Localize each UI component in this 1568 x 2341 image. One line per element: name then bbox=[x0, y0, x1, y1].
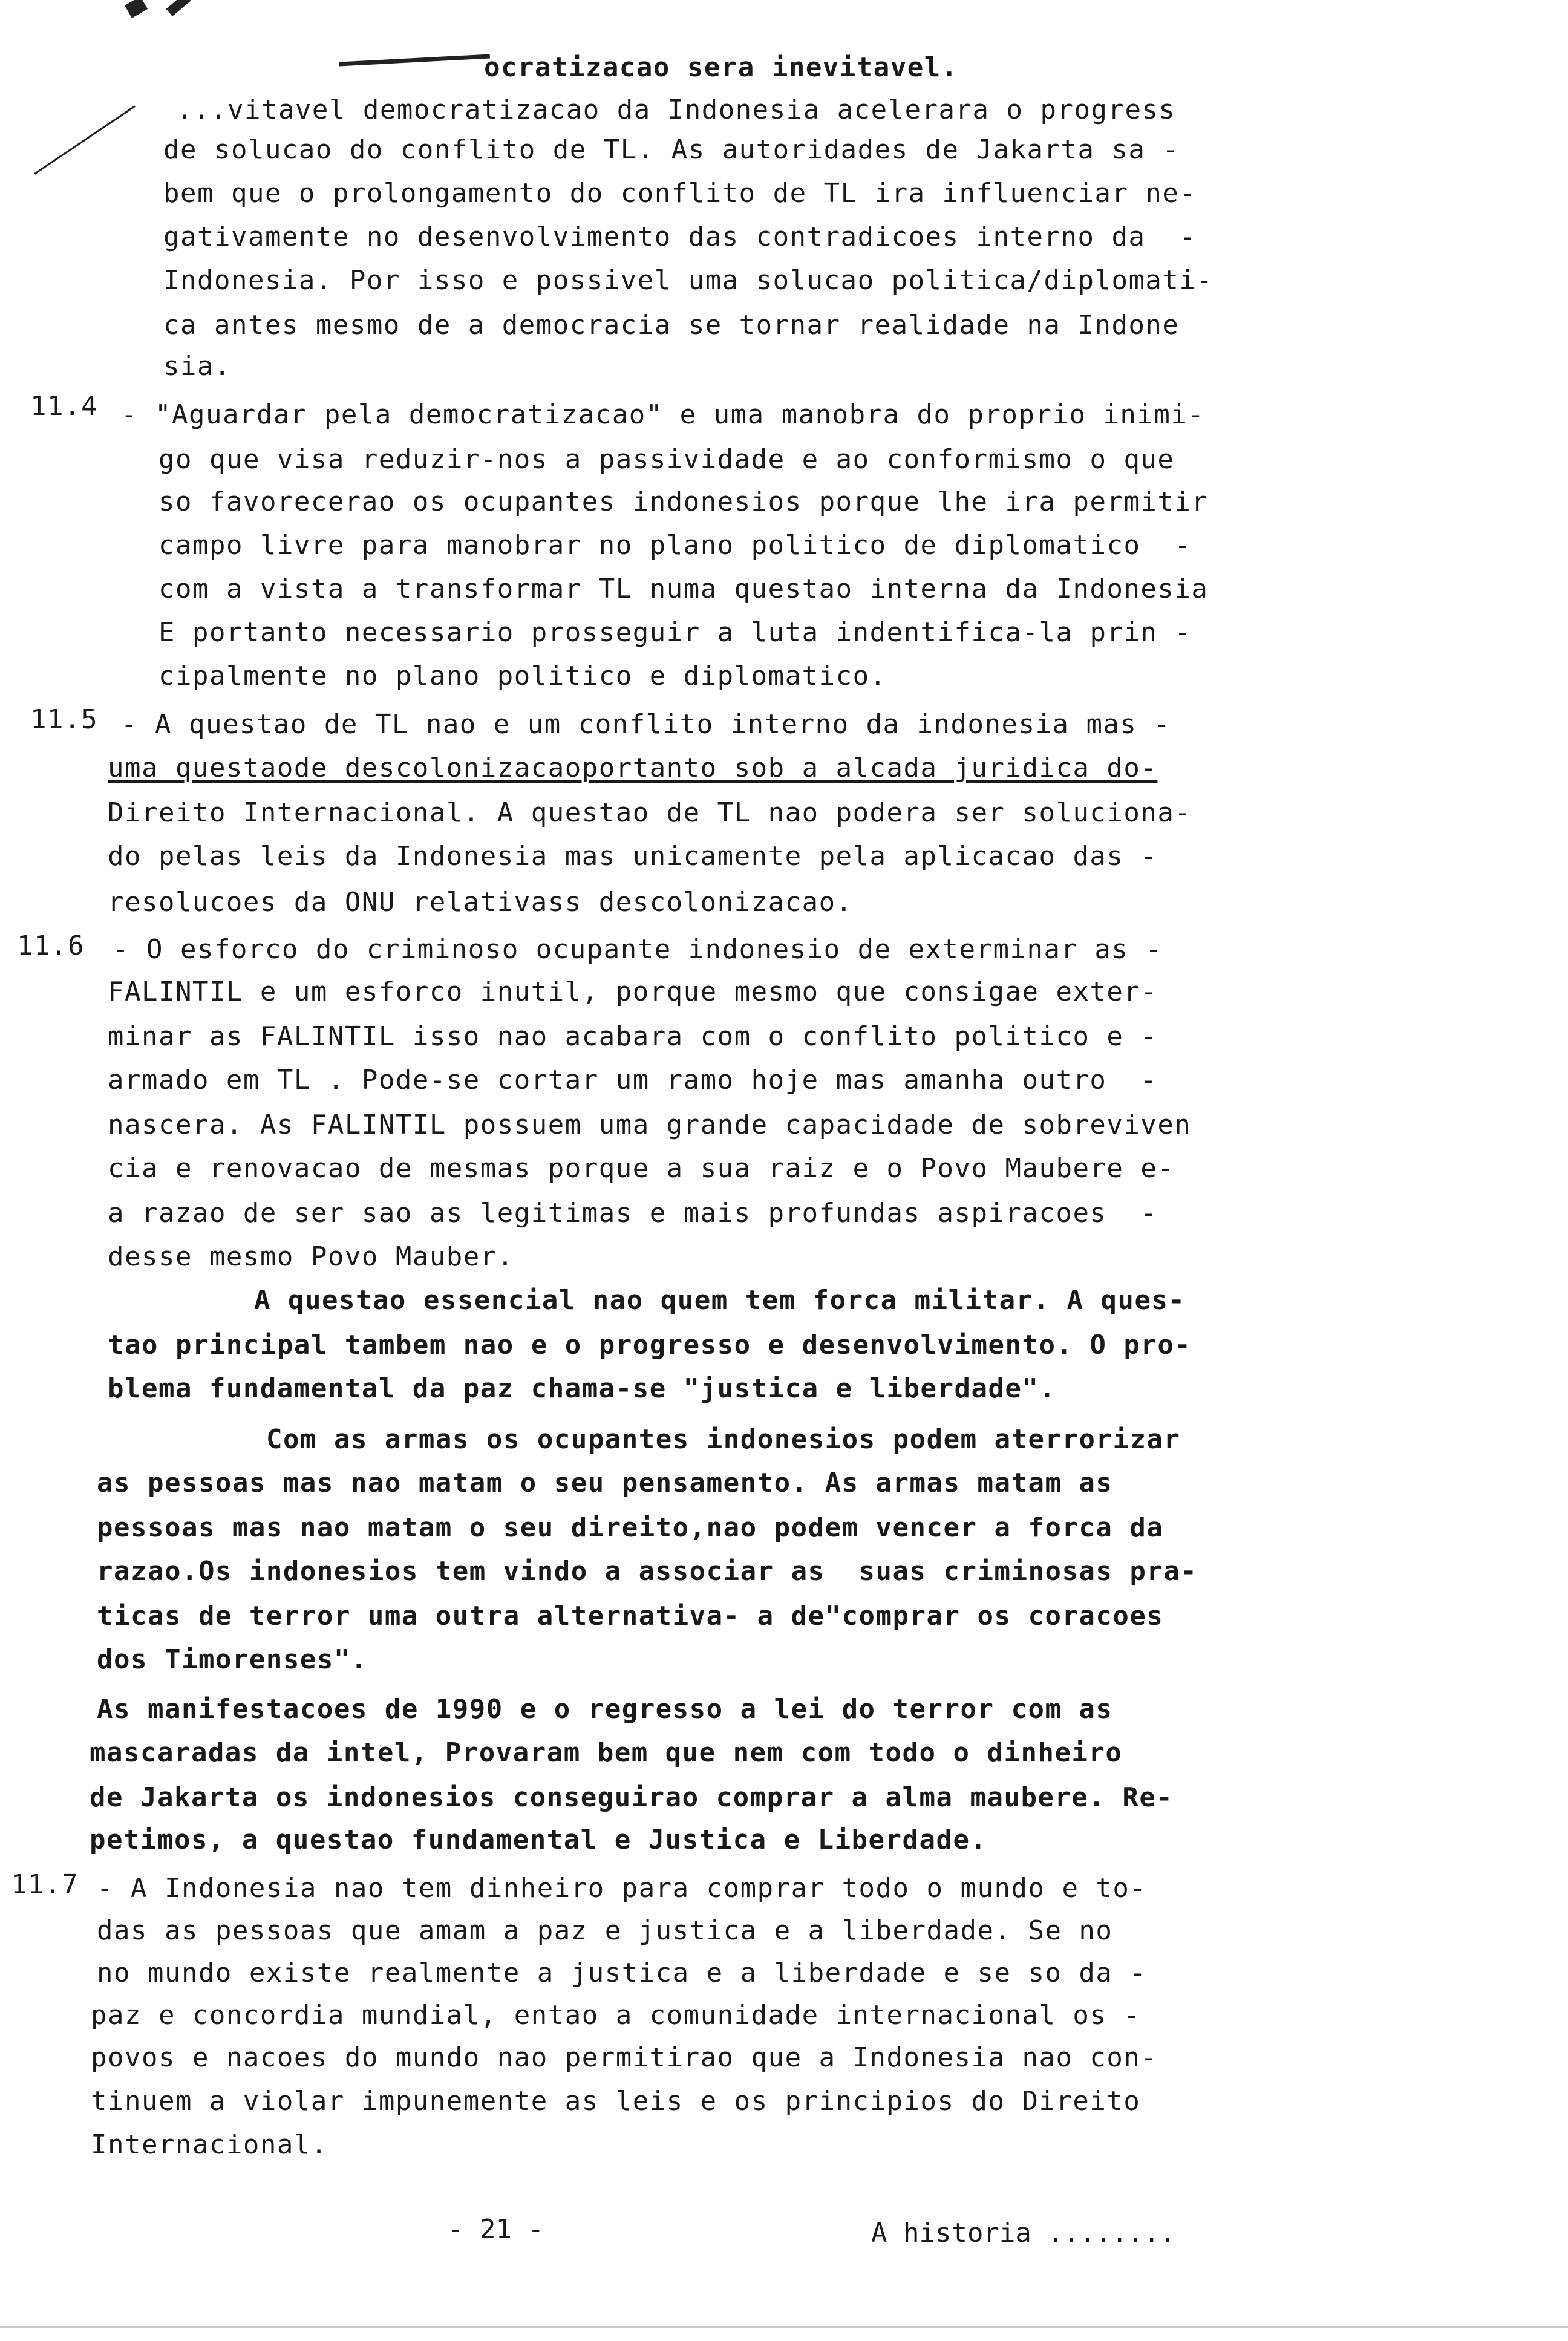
text-line: E portanto necessario prosseguir a luta indentifica-la prin - bbox=[158, 617, 1192, 648]
text-line: Indonesia. Por isso e possivel uma solucao politica/diplomati- bbox=[163, 265, 1214, 296]
text-line: cia e renovacao de mesmas porque a sua raiz e o Povo Maubere e- bbox=[108, 1153, 1175, 1184]
text-line: blema fundamental da paz chama-se "justica e liberdade". bbox=[108, 1373, 1056, 1404]
text-line: Com as armas os ocupantes indonesios podem aterrorizar bbox=[266, 1424, 1181, 1455]
text-line: ocratizacao sera inevitavel. bbox=[484, 52, 958, 83]
text-line: bem que o prolongamento do conflito de TL ira influenciar ne- bbox=[163, 178, 1197, 209]
text-line: go que visa reduzir-nos a passividade e ao conformismo o que bbox=[158, 444, 1175, 475]
continuation-note: A historia ........ bbox=[871, 2218, 1176, 2248]
text-line: - A Indonesia nao tem dinheiro para comprar todo o mundo e to- bbox=[97, 1873, 1147, 1904]
paragraph-number: 11.6 bbox=[17, 930, 85, 961]
text-line: das as pessoas que amam a paz e justica e a liberdade. Se no bbox=[97, 1915, 1113, 1946]
text-line: minar as FALINTIL isso nao acabara com o conflito politico e - bbox=[108, 1021, 1158, 1052]
scan-mark bbox=[339, 54, 490, 66]
scan-mark bbox=[125, 0, 148, 18]
text-line: sia. bbox=[163, 351, 231, 382]
page-number: - 21 - bbox=[448, 2214, 544, 2245]
text-line: resolucoes da ONU relativass descolonizacao. bbox=[108, 887, 853, 918]
text-line: so favorecerao os ocupantes indonesios porque lhe ira permitir bbox=[158, 486, 1209, 517]
text-line: paz e concordia mundial, entao a comunidade internacional os - bbox=[91, 2000, 1141, 2031]
text-line: desse mesmo Povo Mauber. bbox=[108, 1241, 514, 1272]
text-line: As manifestacoes de 1990 e o regresso a lei do terror com as bbox=[97, 1694, 1113, 1725]
scan-mark bbox=[34, 105, 135, 174]
text-line: ca antes mesmo de a democracia se tornar realidade na Indone bbox=[163, 310, 1180, 341]
text-line: tao principal tambem nao e o progresso e desenvolvimento. O pro- bbox=[108, 1330, 1192, 1360]
text-line: dos Timorenses". bbox=[97, 1644, 368, 1675]
text-line: petimos, a questao fundamental e Justica e Liberdade. bbox=[90, 1824, 987, 1855]
text-line: a razao de ser sao as legitimas e mais profundas aspiracoes - bbox=[108, 1198, 1158, 1229]
text-line: ...vitavel democratizacao da Indonesia acelerara o progress bbox=[177, 94, 1176, 125]
text-line: as pessoas mas nao matam o seu pensamento. As armas matam as bbox=[97, 1468, 1113, 1498]
text-line: A questao essencial nao quem tem forca militar. A ques- bbox=[254, 1285, 1186, 1316]
text-line: do pelas leis da Indonesia mas unicamente pela aplicacao das - bbox=[108, 841, 1158, 872]
text-line: de solucao do conflito de TL. As autoridades de Jakarta sa - bbox=[163, 134, 1180, 165]
scan-mark bbox=[166, 0, 191, 16]
text-line: no mundo existe realmente a justica e a liberdade e se so da - bbox=[97, 1957, 1147, 1988]
text-line: mascaradas da intel, Provaram bem que nem com todo o dinheiro bbox=[90, 1737, 1123, 1768]
text-line: povos e nacoes do mundo nao permitirao que a Indonesia nao con- bbox=[91, 2042, 1158, 2073]
text-line: campo livre para manobrar no plano politico de diplomatico - bbox=[158, 530, 1192, 561]
text-line: - "Aguardar pela democratizacao" e uma manobra do proprio inimi- bbox=[121, 399, 1205, 430]
text-line: com a vista a transformar TL numa questao interna da Indonesia bbox=[158, 573, 1209, 604]
text-line: Internacional. bbox=[91, 2129, 328, 2160]
text-line: ticas de terror uma outra alternativa- a de"comprar os coracoes bbox=[97, 1601, 1164, 1631]
text-line: Direito Internacional. A questao de TL nao podera ser soluciona- bbox=[108, 797, 1192, 828]
text-line: razao.Os indonesios tem vindo a associar as suas criminosas pra- bbox=[97, 1556, 1198, 1587]
text-line: de Jakarta os indonesios conseguirao comprar a alma maubere. Re- bbox=[90, 1782, 1174, 1813]
text-line: FALINTIL e um esforco inutil, porque mesmo que consigae exter- bbox=[108, 976, 1158, 1007]
text-line: pessoas mas nao matam o seu direito,nao podem vencer a forca da bbox=[97, 1512, 1164, 1543]
text-line: cipalmente no plano politico e diplomatico. bbox=[158, 661, 887, 691]
text-line: armado em TL . Pode-se cortar um ramo hoje mas amanha outro - bbox=[108, 1065, 1158, 1095]
text-line: nascera. As FALINTIL possuem uma grande capacidade de sobreviven bbox=[108, 1109, 1192, 1140]
text-line: uma questaode descolonizacaoportanto sob a alcada juridica do- bbox=[108, 753, 1158, 783]
text-line: gativamente no desenvolvimento das contradicoes interno da - bbox=[163, 221, 1197, 252]
scan-mark bbox=[0, 2326, 1568, 2328]
paragraph-number: 11.4 bbox=[30, 391, 98, 422]
text-line: - O esforco do criminoso ocupante indonesio de exterminar as - bbox=[113, 934, 1163, 965]
text-line: tinuem a violar impunemente as leis e os principios do Direito bbox=[91, 2086, 1141, 2117]
text-line: - A questao de TL nao e um conflito interno da indonesia mas - bbox=[121, 709, 1171, 740]
paragraph-number: 11.7 bbox=[11, 1869, 79, 1900]
paragraph-number: 11.5 bbox=[30, 704, 98, 735]
